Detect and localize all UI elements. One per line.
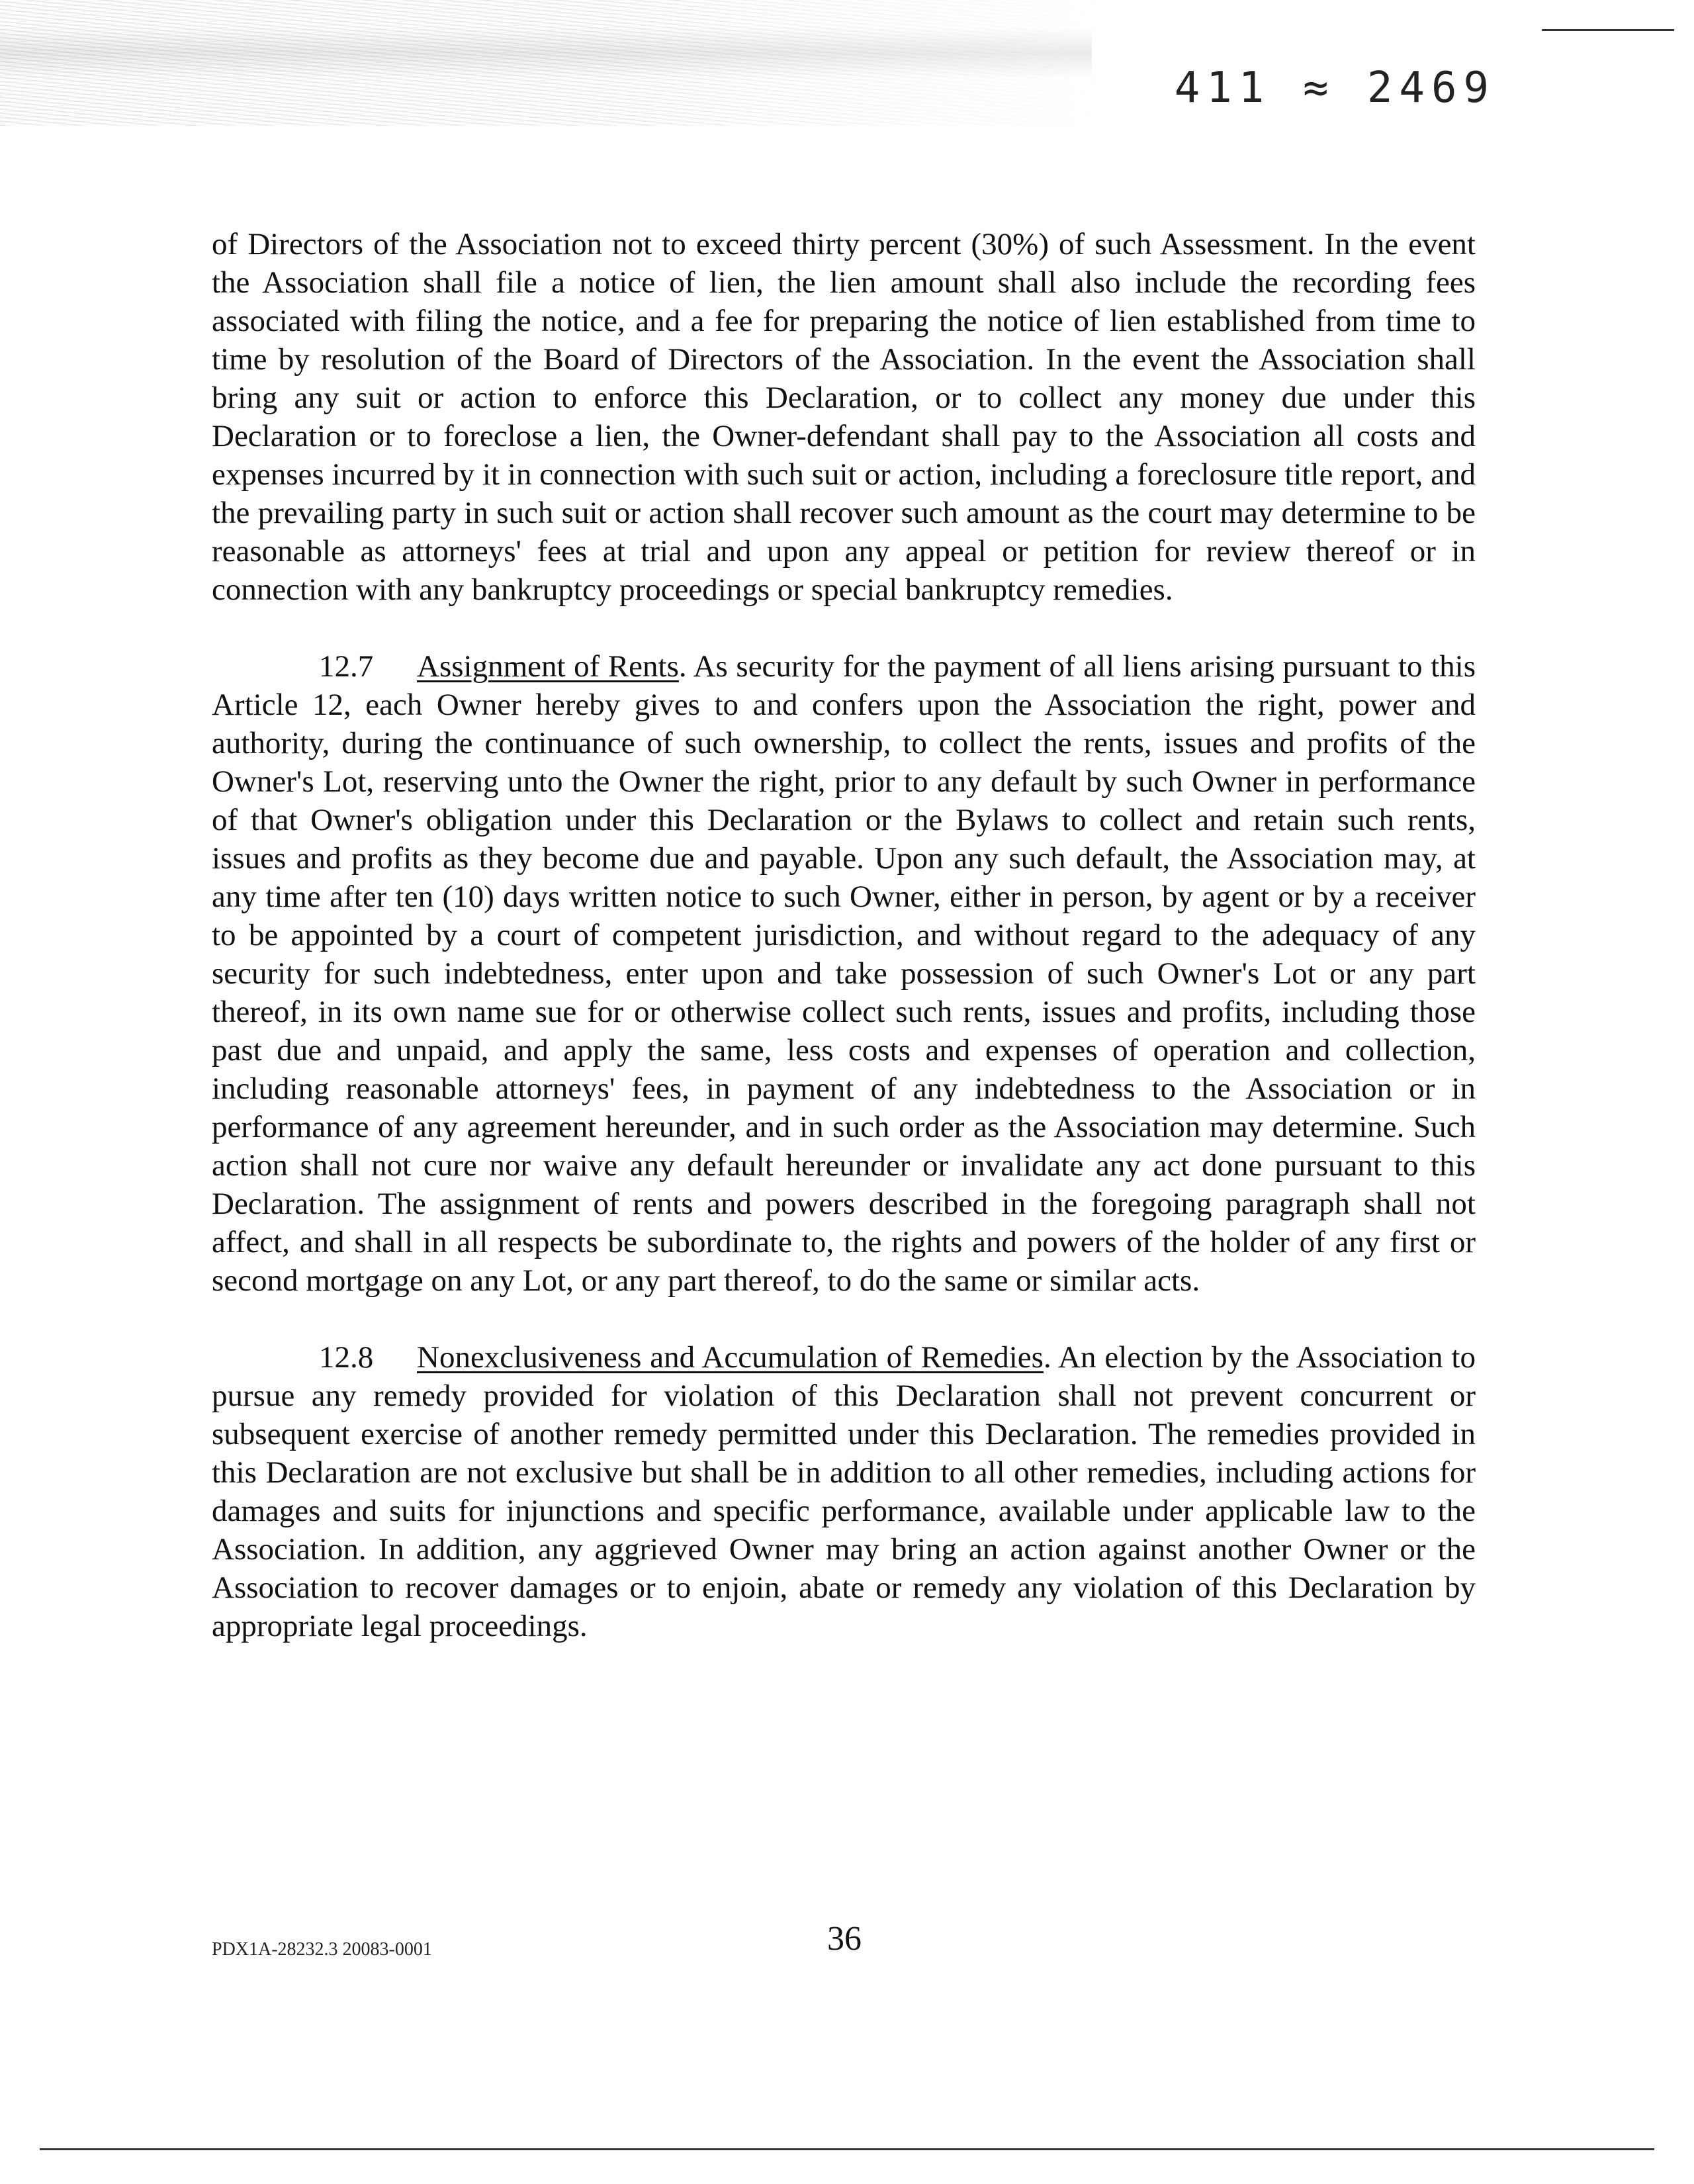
section-body: . As security for the payment of all liens arising pursuant to this Article 12, each Owner hereby gives to and confers upon the Association the right, power and authority, during the continuance of such ownership, to collect the rents, issues and profits of the Owner's Lot, reserving unto the Owner the right, prior to any default by such Owner in performance of that Owner's obligation under this Declaration or the Bylaws to collect and retain such rents, issues and profits as they become due and payable. Upon any such default, the Association may, at any time after ten (10) days written notice to such Owner, either in person, by agent or by a receiver to be appointed by a court of competent jurisdiction, and without regard to the adequacy of any security for such indebtedness, enter upon and take possession of such Owner's Lot or any part thereof, in its own name sue for or otherwise collect such rents, issues and profits, including those past due and unpaid, and apply the same, less costs and expenses of operation and collection, including reasonable attorneys' fees, in payment of any indebtedness to the Association or in performance of any agreement hereunder, and in such order as the Association may determine. Such action shall not cure nor waive any default hereunder or invalidate any act done pursuant to this Declaration. The assignment of rents and powers described in the foregoing paragraph shall not affect, and shall in all respects be subordinate to, the rights and powers of the holder of any first or second mortgage on any Lot, or any part thereof, to do the same or similar acts. [212, 649, 1476, 1298]
section-12-8 [212, 1338, 1476, 1645]
section-number: 12.8 [319, 1340, 374, 1375]
page-body [212, 225, 1476, 1684]
section-number: 12.7 [319, 649, 374, 684]
section-title: Nonexclusiveness and Accumulation of Remedies [417, 1340, 1044, 1375]
paragraph-continuation: of Directors of the Association not to exceed thirty percent (30%) of such Assessment. In the event the Association shall file a notice of lien, the lien amount shall also include the recording fees associated with filing the notice, and a fee for preparing the notice of lien established from time to time by resolution of the Board of Directors of the Association. In the event the Association shall bring any suit or action to enforce this Declaration, or to collect any money due under this Declaration or to foreclose a lien, the Owner-defendant shall pay to the Association all costs and expenses incurred by it in connection with such suit or action, including a foreclosure title report, and the prevailing party in such suit or action shall recover such amount as the court may determine to be reasonable as attorneys' fees at trial and upon any appeal or petition for review thereof or in connection with any bankruptcy proceedings or special bankruptcy remedies. [212, 227, 1476, 607]
section-12-7 [212, 647, 1476, 1300]
scan-noise-band [0, 26, 1092, 79]
footer-document-id: PDX1A-28232.3 20083-0001 [212, 1939, 432, 1960]
page-number: 36 [827, 1920, 862, 1958]
document-reference-number: 411 ≈ 2469 [1174, 64, 1495, 113]
section-title: Assignment of Rents [417, 649, 679, 684]
bottom-rule [40, 2148, 1654, 2150]
section-body: . An election by the Association to pursue any remedy provided for violation of this Declaration shall not prevent concurrent or subsequent exercise of another remedy permitted under this Declaration. The remedies provided in this Declaration are not exclusive but shall be in addition to all other remedies, including actions for damages and suits for injunctions and specific performance, available under applicable law to the Association. In addition, any aggrieved Owner may bring an action against another Owner or the Association to recover damages or to enjoin, abate or remedy any violation of this Declaration by appropriate legal proceedings. [212, 1340, 1476, 1643]
top-rule [1542, 29, 1674, 31]
